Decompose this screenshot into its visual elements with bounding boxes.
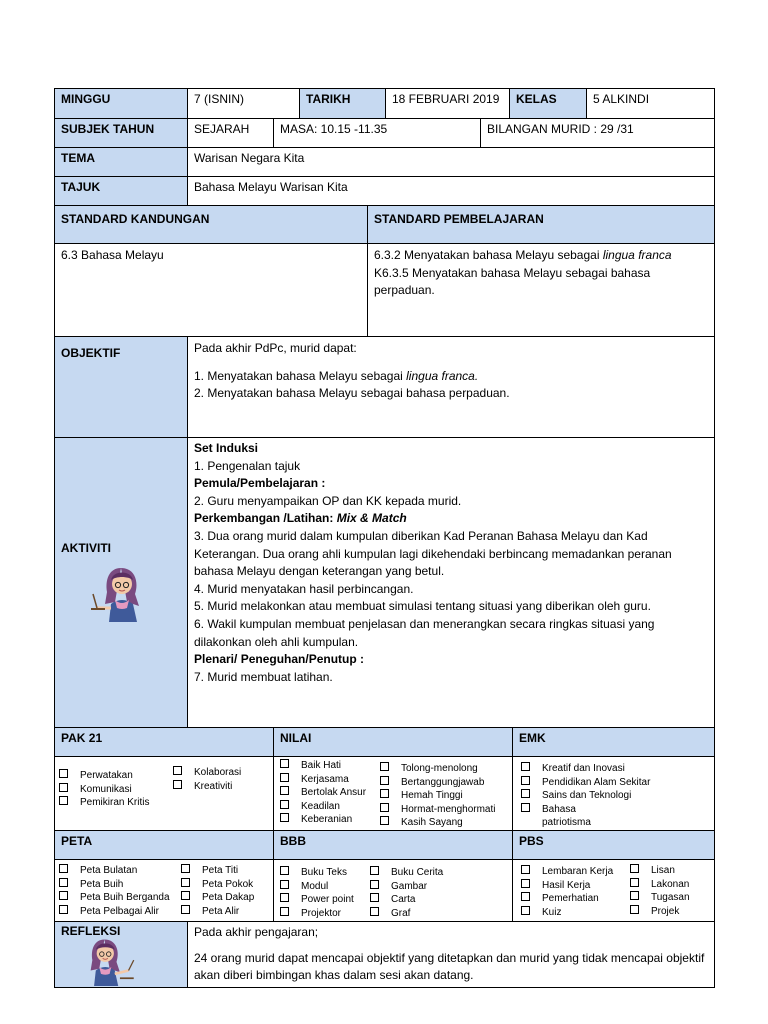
checkbox[interactable] [59, 769, 68, 778]
standard-pembelajaran-label: STANDARD PEMBELAJARAN [374, 212, 544, 226]
plenari-heading: Plenari/ Peneguhan/Penutup : [194, 652, 365, 667]
pbs-item[interactable] [521, 865, 613, 879]
peta-item-label: Peta Titi [202, 865, 239, 876]
bbb-cell [273, 859, 512, 921]
checkbox[interactable] [380, 762, 389, 771]
emk-item-label: Pendidikan Alam Sekitar [542, 776, 651, 788]
nilai-item-label: Keadilan [301, 800, 340, 812]
pak21-item[interactable] [173, 766, 241, 780]
emk-item-label: Kreatif dan Inovasi [542, 763, 625, 774]
tarikh-label-cell [299, 89, 385, 118]
subjek-value-cell [187, 118, 273, 147]
peta-cell [55, 859, 273, 921]
peta-item[interactable] [181, 878, 254, 892]
bbb-item[interactable] [370, 866, 443, 880]
peta-item-label: Peta Alir [202, 905, 240, 917]
peta-header [55, 830, 273, 859]
emk-item-label: Sains dan Teknologi [542, 790, 632, 801]
pbs-item[interactable] [521, 906, 613, 920]
checkbox[interactable] [59, 891, 68, 900]
aktiviti-step-4: 4. Murid menyatakan hasil perbincangan. [194, 581, 414, 596]
perkembangan-heading [194, 510, 708, 528]
nilai-item[interactable] [280, 759, 366, 773]
tarikh-value: 18 FEBRUARI 2019 [392, 92, 500, 106]
checkbox[interactable] [280, 866, 289, 875]
checkbox[interactable] [280, 773, 289, 782]
checkbox[interactable] [380, 789, 389, 798]
emk-item-label: patriotisma [542, 817, 591, 828]
checkbox[interactable] [280, 893, 289, 902]
checkbox[interactable] [380, 803, 389, 812]
tajuk-label-cell [55, 176, 187, 205]
peta-item-label: Peta Bulatan [80, 865, 138, 876]
pak21-item[interactable] [59, 769, 149, 783]
subjek-label-cell [55, 118, 187, 147]
nilai-item-label: Kasih Sayang [401, 817, 463, 828]
tarikh-label: TARIKH [306, 92, 351, 106]
checkbox[interactable] [521, 906, 530, 915]
teacher-illustration-icon [91, 564, 157, 622]
lesson-plan-table [54, 88, 715, 988]
checkbox[interactable] [59, 783, 68, 792]
tema-value-cell [187, 147, 714, 176]
emk-cell [512, 756, 714, 830]
refleksi-label-cell [55, 921, 187, 987]
peta-item[interactable] [181, 864, 254, 878]
bilangan-murid: BILANGAN MURID : 29 /31 [487, 122, 634, 136]
peta-item[interactable] [59, 905, 170, 919]
nilai-item-label: Tolong-menolong [401, 763, 478, 774]
checkbox[interactable] [181, 864, 190, 873]
objektif-content-cell [187, 336, 714, 437]
nilai-item[interactable] [280, 813, 366, 827]
sp-item-2: K6.3.5 Menyatakan bahasa Melayu sebagai bahasa perpaduan. [374, 265, 651, 298]
peta-item[interactable] [59, 878, 170, 892]
checkbox[interactable] [181, 878, 190, 887]
nilai-item[interactable] [280, 786, 366, 800]
checkbox[interactable] [280, 880, 289, 889]
bbb-item[interactable] [280, 907, 354, 921]
checkbox[interactable] [59, 905, 68, 914]
bbb-item[interactable] [370, 880, 443, 894]
minggu-label-cell [55, 89, 187, 118]
checkbox[interactable] [630, 891, 639, 900]
tarikh-value-cell [385, 89, 509, 118]
checkbox[interactable] [521, 879, 530, 888]
tema-label-cell [55, 147, 187, 176]
perkembangan-label: Perkembangan /Latihan: [194, 511, 337, 526]
bbb-item[interactable] [370, 907, 443, 921]
sp-item-1 [374, 247, 708, 265]
checkbox[interactable] [370, 907, 379, 916]
bbb-item[interactable] [280, 893, 354, 907]
pbs-item-label: Tugasan [651, 892, 690, 903]
objektif-item-1 [194, 368, 708, 386]
nilai-item-label: Hemah Tinggi [401, 790, 463, 801]
bbb-item-label: Projektor [301, 907, 342, 919]
bbb-item[interactable] [370, 893, 443, 907]
checkbox[interactable] [630, 864, 639, 873]
emk-item[interactable] [521, 803, 650, 817]
nilai-item[interactable] [280, 800, 366, 814]
masa-cell [273, 118, 480, 147]
peta-item[interactable] [59, 864, 170, 878]
refleksi-intro: Pada akhir pengajaran; [194, 925, 319, 939]
checkbox[interactable] [59, 864, 68, 873]
pbs-item[interactable] [630, 864, 690, 878]
pak21-item-label: Kreativiti [194, 780, 233, 792]
pbs-item[interactable] [521, 892, 613, 906]
checkbox[interactable] [370, 880, 379, 889]
checkbox[interactable] [173, 766, 182, 775]
aktiviti-content-cell [187, 437, 714, 727]
peta-item-label: Peta Pokok [202, 878, 254, 890]
peta-item-label: Peta Pelbagai Alir [80, 905, 159, 917]
pemula-heading: Pemula/Pembelajaran : [194, 476, 326, 491]
aktiviti-step-1: 1. Pengenalan tajuk [194, 458, 301, 473]
aktiviti-step-7: 7. Murid membuat latihan. [194, 669, 333, 684]
standard-kandungan-label: STANDARD KANDUNGAN [61, 212, 210, 226]
bbb-item-label: Gambar [391, 880, 428, 892]
pbs-item-label: Lakonan [651, 878, 690, 890]
checkbox[interactable] [280, 786, 289, 795]
emk-item-label: Bahasa [542, 803, 576, 815]
refleksi-content-cell [187, 921, 714, 987]
pbs-item-label: Lisan [651, 865, 675, 876]
checkbox[interactable] [630, 905, 639, 914]
nilai-item-label: Bertolak Ansur [301, 787, 367, 798]
checkbox[interactable] [59, 878, 68, 887]
pbs-item[interactable] [630, 891, 690, 905]
checkbox[interactable] [181, 891, 190, 900]
peta-item[interactable] [181, 891, 254, 905]
aktiviti-step-5: 5. Murid melakonkan atau membuat simulasi tentang situasi yang diberikan oleh guru. [194, 599, 651, 614]
kelas-label: KELAS [516, 92, 557, 106]
minggu-value-cell [187, 89, 299, 118]
nilai-item-label: Kerjasama [301, 773, 349, 785]
emk-header [512, 727, 714, 756]
tajuk-value-cell [187, 176, 714, 205]
bbb-item-label: Buku Cerita [391, 867, 444, 878]
nilai-label: NILAI [280, 731, 312, 745]
checkbox[interactable] [380, 776, 389, 785]
peta-item[interactable] [59, 891, 170, 905]
aktiviti-step-2: 2. Guru menyampaikan OP dan KK kepada murid. [194, 493, 462, 508]
standard-pembelajaran-cell [367, 243, 714, 336]
teacher-illustration-icon [77, 936, 137, 986]
nilai-item[interactable] [380, 776, 495, 790]
checkbox[interactable] [370, 893, 379, 902]
pak21-label: PAK 21 [61, 731, 103, 745]
sp-item-1-text: 6.3.2 Menyatakan bahasa Melayu sebagai [374, 248, 603, 262]
objektif-item-2: 2. Menyatakan bahasa Melayu sebagai bahasa perpaduan. [194, 386, 510, 401]
bbb-item-label: Carta [391, 894, 416, 905]
checkbox[interactable] [370, 866, 379, 875]
pak21-item-label: Kolaborasi [194, 767, 242, 778]
aktiviti-label-cell [55, 437, 187, 727]
pbs-item[interactable] [630, 905, 690, 919]
kelas-value: 5 ALKINDI [593, 92, 650, 106]
nilai-item[interactable] [380, 803, 495, 817]
emk-item[interactable] [521, 776, 650, 790]
set-induksi-heading: Set Induksi [194, 441, 259, 455]
pak21-item-label: Komunikasi [80, 783, 132, 795]
nilai-item[interactable] [380, 789, 495, 803]
nilai-item[interactable] [380, 762, 495, 776]
aktiviti-step-6: 6. Wakil kumpulan membuat penjelasan dan menerangkan secara ringkas situasi yang dilakonkan oleh ahli kumpulan. [194, 616, 655, 649]
peta-item-label: Peta Buih [80, 878, 124, 890]
kelas-label-cell [509, 89, 586, 118]
nilai-item-label: Bertanggungjawab [401, 776, 485, 788]
minggu-label: MINGGU [61, 92, 111, 106]
standard-kandungan-value: 6.3 Bahasa Melayu [61, 248, 164, 262]
objektif-intro: Pada akhir PdPc, murid dapat: [194, 341, 357, 355]
peta-label: PETA [61, 834, 93, 848]
checkbox[interactable] [521, 762, 530, 771]
standard-pembelajaran-header [367, 205, 714, 243]
subjek-label: SUBJEK TAHUN [61, 122, 155, 136]
tajuk-value: Bahasa Melayu Warisan Kita [194, 180, 348, 194]
nilai-cell [273, 756, 512, 830]
minggu-value: 7 (ISNIN) [194, 92, 245, 106]
pak21-cell [55, 756, 273, 830]
checkbox[interactable] [521, 776, 530, 785]
masa-value: MASA: 10.15 -11.35 [280, 122, 388, 136]
pbs-item-label: Pemerhatian [542, 893, 599, 904]
objektif-label: OBJEKTIF [61, 346, 121, 360]
pbs-item-label: Projek [651, 905, 680, 917]
tema-value: Warisan Negara Kita [194, 151, 305, 165]
bbb-label: BBB [280, 834, 306, 848]
checkbox[interactable] [280, 813, 289, 822]
kelas-value-cell [586, 89, 714, 118]
nilai-item[interactable] [280, 773, 366, 787]
pbs-item[interactable] [630, 878, 690, 892]
bilangan-cell [480, 118, 714, 147]
checkbox[interactable] [521, 803, 530, 812]
pbs-cell [512, 859, 714, 921]
standard-kandungan-cell [55, 243, 367, 336]
pbs-item-label: Kuiz [542, 906, 562, 918]
refleksi-label: REFLEKSI [61, 924, 121, 938]
pbs-label: PBS [519, 834, 544, 848]
nilai-item[interactable] [380, 816, 495, 830]
pbs-item-label: Lembaran Kerja [542, 866, 614, 877]
nilai-item-label: Keberanian [301, 814, 353, 825]
objektif-item-1-italic: lingua franca. [406, 368, 479, 383]
pbs-item[interactable] [521, 879, 613, 893]
standard-kandungan-header [55, 205, 367, 243]
refleksi-text: 24 orang murid dapat mencapai objektif yang ditetapkan dan murid yang tidak mencapai objektif akan diberi bimbingan khas dalam sesi akan datang. [194, 950, 705, 983]
nilai-header [273, 727, 512, 756]
checkbox[interactable] [280, 800, 289, 809]
checkbox[interactable] [521, 789, 530, 798]
emk-item[interactable] [521, 762, 650, 776]
bbb-item[interactable] [280, 866, 354, 880]
emk-item-continued [521, 816, 650, 830]
subjek-value: SEJARAH [194, 122, 250, 136]
pak21-item[interactable] [173, 780, 241, 794]
aktiviti-label: AKTIVITI [61, 541, 111, 555]
nilai-item-label: Baik Hati [301, 760, 342, 771]
checkbox[interactable] [280, 759, 289, 768]
peta-item[interactable] [181, 905, 254, 919]
mix-match-label: Mix & Match [336, 511, 407, 526]
pak21-item-label: Perwatakan [80, 770, 133, 781]
checkbox[interactable] [380, 816, 389, 825]
nilai-item-label: Hormat-menghormati [401, 803, 496, 815]
checkbox[interactable] [173, 780, 182, 789]
pak21-header [55, 727, 273, 756]
pbs-item-label: Hasil Kerja [542, 879, 591, 891]
peta-item-label: Peta Dakap [202, 892, 255, 903]
tema-label: TEMA [61, 151, 95, 165]
bbb-header [273, 830, 512, 859]
pak21-item[interactable] [59, 783, 149, 797]
checkbox[interactable] [630, 878, 639, 887]
peta-item-label: Peta Buih Berganda [80, 892, 170, 903]
checkbox[interactable] [521, 865, 530, 874]
pbs-header [512, 830, 714, 859]
objektif-item-1-text: 1. Menyatakan bahasa Melayu sebagai [194, 368, 407, 383]
checkbox[interactable] [521, 892, 530, 901]
sp-item-1-italic: lingua franca [602, 248, 672, 262]
bbb-item-label: Power point [301, 894, 354, 905]
objektif-label-cell [55, 336, 187, 437]
bbb-item-label: Modul [301, 880, 329, 892]
emk-label: EMK [519, 731, 546, 745]
bbb-item-label: Graf [391, 907, 411, 919]
pak21-item[interactable] [59, 796, 149, 810]
tajuk-label: TAJUK [61, 180, 101, 194]
checkbox[interactable] [280, 907, 289, 916]
emk-item[interactable] [521, 789, 650, 803]
aktiviti-step-3: 3. Dua orang murid dalam kumpulan diberikan Kad Peranan Bahasa Melayu dan Kad Keterangan. Dua orang ahli kumpulan lagi dikehendaki berbincang memadankan peranan bahasa Melayu dengan keterangan yang betul. [194, 528, 672, 579]
bbb-item-label: Buku Teks [301, 867, 347, 878]
checkbox[interactable] [181, 905, 190, 914]
checkbox[interactable] [59, 796, 68, 805]
pak21-item-label: Pemikiran Kritis [80, 797, 150, 808]
bbb-item[interactable] [280, 880, 354, 894]
